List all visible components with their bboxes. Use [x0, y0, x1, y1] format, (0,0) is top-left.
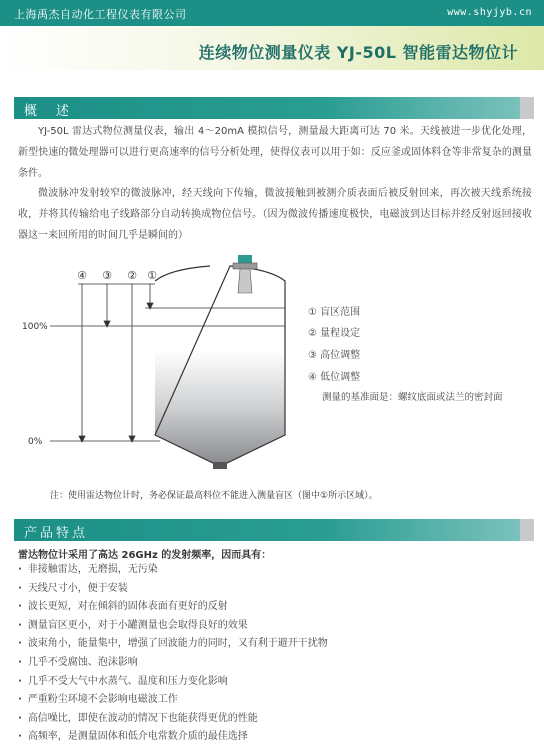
overview-paragraph-1: YJ-50L 雷达式物位测量仪表，输出 4～20mA 模拟信号，测量最大距离可达 70 米。天线被进一步优化处理，新型快速的微处理器可以进行更高速率的信号分析处理，使得仪表可以用于如：反应釜或固体料仓等非常复杂的测量条件。 — [18, 126, 532, 179]
legend-high-adjust: ③ 高位调整 — [308, 350, 361, 361]
section-header-overview — [14, 97, 532, 119]
section-title: 概 述 — [24, 104, 73, 119]
section-header-features — [14, 519, 532, 541]
legend-blind-zone: ① 盲区范围 — [308, 307, 361, 318]
list-item: · 波束角小，能量集中，增强了回波能力的同时，又有利于避开干扰物 — [18, 635, 328, 654]
list-item: · 测量盲区更小，对于小罐测量也会取得良好的效果 — [18, 617, 328, 636]
diagram-note: 注：使用雷达物位计时，务必保证最高料位不能进入测量盲区（图中①所示区域）。 — [50, 491, 378, 501]
top-bar — [0, 0, 544, 26]
website-url[interactable]: www.shyjyb.cn — [447, 7, 532, 18]
label-0-percent: 0% — [28, 437, 43, 447]
list-item: · 高频率，是测量固体和低介电常数介质的最佳选择 — [18, 728, 328, 747]
legend-range: ② 量程设定 — [308, 328, 361, 339]
features-lead: 雷达物位计采用了高达 26GHz 的发射频率，因而具有： — [18, 550, 272, 561]
radar-level-diagram — [0, 255, 544, 480]
marker-2: ② — [127, 269, 137, 282]
material-fill — [155, 350, 285, 463]
marker-1: ① — [147, 269, 157, 282]
list-item: · 波长更短，对在倾斜的固体表面有更好的反射 — [18, 598, 328, 617]
marker-4: ④ — [77, 269, 87, 282]
tank-outlet — [213, 463, 227, 469]
list-item: · 非接触雷达，无磨损，无污染 — [18, 561, 328, 580]
features-list — [18, 561, 328, 747]
overview-paragraph-2: 微波脉冲发射较窄的微波脉冲，经天线向下传输，微波接触到被测介质表面后被反射回来，再次被天线系统接收，并将其传输给电子线路部分自动转换成物位信号。（因为微波传播速度极快，电磁波到达目标并经反射返回接收器这一来回所用的时间几乎是瞬间的） — [18, 188, 532, 241]
marker-3: ③ — [102, 269, 112, 282]
list-item: · 天线尺寸小，便于安装 — [18, 580, 328, 599]
label-100-percent: 100% — [22, 322, 48, 332]
list-item: · 几乎不受腐蚀、泡沫影响 — [18, 654, 328, 673]
radar-sensor-icon — [233, 255, 257, 293]
legend-reference-plane: 测量的基准面是：螺纹底面或法兰的密封面 — [322, 392, 503, 403]
company-name: 上海禹杰自动化工程仪表有限公司 — [14, 8, 187, 21]
list-item: · 高信噪比，即使在波动的情况下也能获得更优的性能 — [18, 710, 328, 729]
list-item: · 几乎不受大气中水蒸气、温度和压力变化影响 — [18, 673, 328, 692]
legend-low-adjust: ④ 低位调整 — [308, 372, 361, 383]
list-item: · 严重粉尘环境不会影响电磁波工作 — [18, 691, 328, 710]
page-title: 连续物位测量仪表 YJ-50L 智能雷达物位计 — [198, 43, 518, 62]
section-title: 产品特点 — [24, 526, 89, 541]
